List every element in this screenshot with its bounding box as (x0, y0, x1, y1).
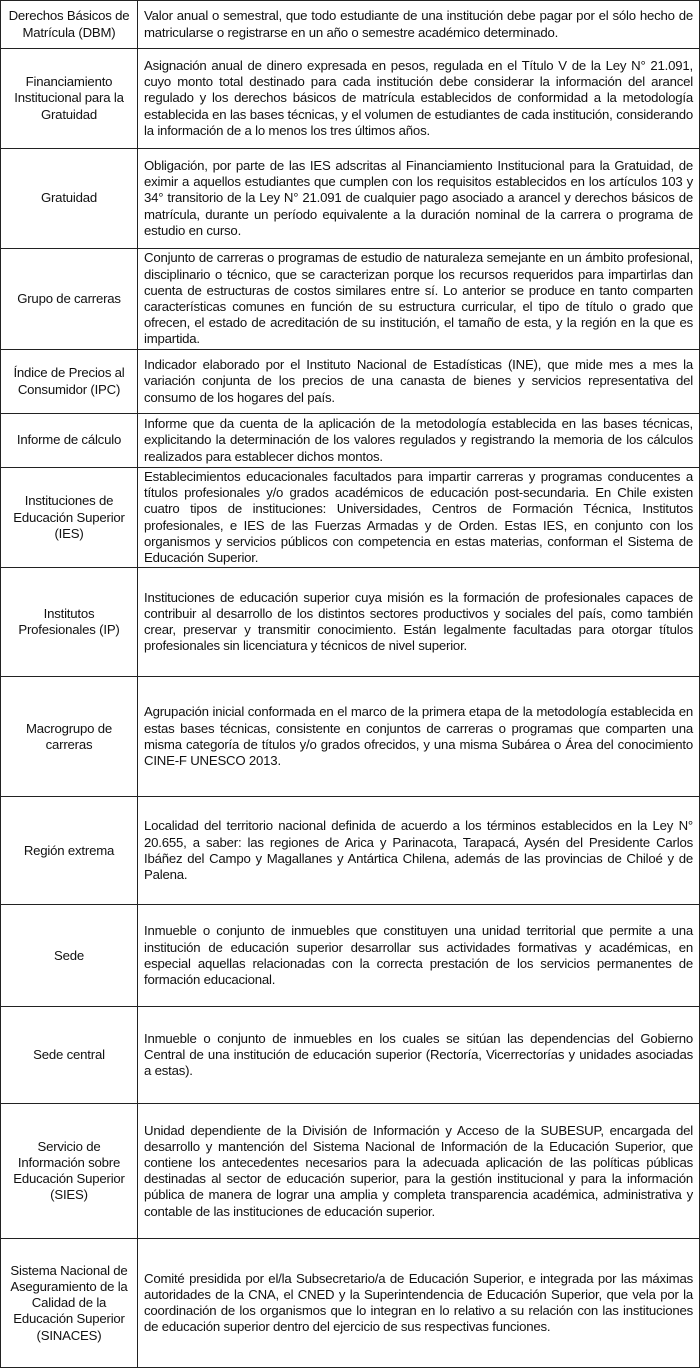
definition-cell: Establecimientos educacionales facultados para impartir carreras y programas conducentes a títulos profesionales y/o grados académicos de educación post-secundaria. En Chile existen cuatro tipos de instituciones: Universidades, Centros de Formación Técnica, Institutos profesionales, e IES de las Fuerzas Armadas y de Orden. Estas IES, en conjunto con los organismos y servicios públicos con competencia en estas materias, conforman el Sistema de Educación Superior. (138, 468, 700, 568)
table-row (1, 49, 700, 149)
table-row (1, 414, 700, 468)
definition-cell: Conjunto de carreras o programas de estudio de naturaleza semejante en un ámbito profesional, disciplinario o técnico, que se caracterizan porque los recursos requeridos para impartirlas dan cuenta de estructuras de costos similares entre sí. Lo anterior se produce en tanto comparten características comunes en función de su estructura curricular, el tipo de título o grado que ofrecen, el estado de acreditación de su institución, el tamaño de esta, y la región en la que es impartida. (138, 249, 700, 350)
definition-cell: Instituciones de educación superior cuya misión es la formación de profesionales capaces de contribuir al desarrollo de los distintos sectores productivos y sociales del país, como también crear, preservar y transmitir conocimiento. Están legalmente facultadas para otorgar títulos profesionales sin licenciatura y técnicos de nivel superior. (138, 568, 700, 677)
definition-cell: Informe que da cuenta de la aplicación de la metodología establecida en las bases técnicas, explicitando la determinación de los valores regulados y registrando la memoria de los cálculos realizados para establecer dichos montos. (138, 414, 700, 468)
table-row (1, 677, 700, 797)
definition-cell: Inmueble o conjunto de inmuebles en los cuales se sitúan las dependencias del Gobierno Central de una institución de educación superior (Rectoría, Vicerrectorías y unidades asociadas a estas). (138, 1007, 700, 1104)
term-cell: Grupo de carreras (1, 249, 138, 350)
term-cell: Derechos Básicos de Matrícula (DBM) (1, 1, 138, 49)
table-row (1, 568, 700, 677)
definition-cell: Indicador elaborado por el Instituto Nacional de Estadísticas (INE), que mide mes a mes la variación conjunta de los precios de una canasta de bienes y servicios representativa del consumo de los hogares del país. (138, 350, 700, 414)
definition-cell: Valor anual o semestral, que todo estudiante de una institución debe pagar por el sólo hecho de matricularse o registrarse en un año o semestre académico determinado. (138, 1, 700, 49)
term-cell: Sede (1, 905, 138, 1007)
term-cell: Institutos Profesionales (IP) (1, 568, 138, 677)
term-cell: Financiamiento Institucional para la Gratuidad (1, 49, 138, 149)
term-cell: Gratuidad (1, 149, 138, 249)
table-row (1, 249, 700, 350)
term-cell: Instituciones de Educación Superior (IES) (1, 468, 138, 568)
table-row (1, 468, 700, 568)
definition-cell: Asignación anual de dinero expresada en pesos, regulada en el Título V de la Ley N° 21.091, cuyo monto total destinado para cada institución debe considerar la información del arancel regulado y los derechos básicos de matrícula establecidos de conformidad a la metodología establecida en las bases técnicas, y el volumen de estudiantes de cada institución, considerando la información de a lo menos los tres últimos años. (138, 49, 700, 149)
table-row (1, 1239, 700, 1368)
table-row (1, 797, 700, 905)
term-cell: Informe de cálculo (1, 414, 138, 468)
table-row (1, 350, 700, 414)
term-cell: Macrogrupo de carreras (1, 677, 138, 797)
table-row (1, 1007, 700, 1104)
table-row (1, 1104, 700, 1239)
table-row (1, 1, 700, 49)
definition-cell: Inmueble o conjunto de inmuebles que constituyen una unidad territorial que permite a una institución de educación superior desarrollar sus actividades formativas y académicas, en especial aquellas relacionadas con la correcta prestación de los servicios permanentes de formación educacional. (138, 905, 700, 1007)
term-cell: Sistema Nacional de Aseguramiento de la Calidad de la Educación Superior (SINACES) (1, 1239, 138, 1368)
term-cell: Región extrema (1, 797, 138, 905)
definition-cell: Localidad del territorio nacional definida de acuerdo a los términos establecidos en la Ley N° 20.655, a saber: las regiones de Arica y Parinacota, Tarapacá, Aysén del Presidente Carlos Ibáñez del Campo y Magallanes y Antártica Chilena, además de las provincias de Chiloé y de Palena. (138, 797, 700, 905)
table-row (1, 149, 700, 249)
definition-cell: Unidad dependiente de la División de Información y Acceso de la SUBESUP, encargada del desarrollo y mantención del Sistema Nacional de Información de la Educación Superior, que contiene los antecedentes necesarios para la adecuada aplicación de las políticas públicas destinadas al sector de educación superior, para la gestión institucional y para la información pública de manera de lograr una amplia y completa transparencia académica, administrativa y contable de las instituciones de educación superior. (138, 1104, 700, 1239)
definition-cell: Comité presidida por el/la Subsecretario/a de Educación Superior, e integrada por las máximas autoridades de la CNA, el CNED y la Superintendencia de Educación Superior, que vela por la coordinación de los organismos que lo integran en lo relativo a su relación con las instituciones de educación superior dentro del ejercicio de sus respectivas funciones. (138, 1239, 700, 1368)
term-cell: Sede central (1, 1007, 138, 1104)
definition-cell: Obligación, por parte de las IES adscritas al Financiamiento Institucional para la Gratuidad, de eximir a aquellos estudiantes que cumplen con los requisitos establecidos en los artículos 103 y 34° transitorio de la Ley N° 21.091 de cualquier pago asociado a arancel y derechos básicos de matrícula, durante un período equivalente a la duración nominal de la carrera o programa de estudio en curso. (138, 149, 700, 249)
term-cell: Servicio de Información sobre Educación Superior (SIES) (1, 1104, 138, 1239)
term-cell: Índice de Precios al Consumidor (IPC) (1, 350, 138, 414)
definition-cell: Agrupación inicial conformada en el marco de la primera etapa de la metodología establecida en estas bases técnicas, consistente en conjuntos de carreras o programas que comparten una misma categoría de títulos y/o grados ofrecidos, y una misma Subárea o Área del conocimiento CINE-F UNESCO 2013. (138, 677, 700, 797)
table-row (1, 905, 700, 1007)
